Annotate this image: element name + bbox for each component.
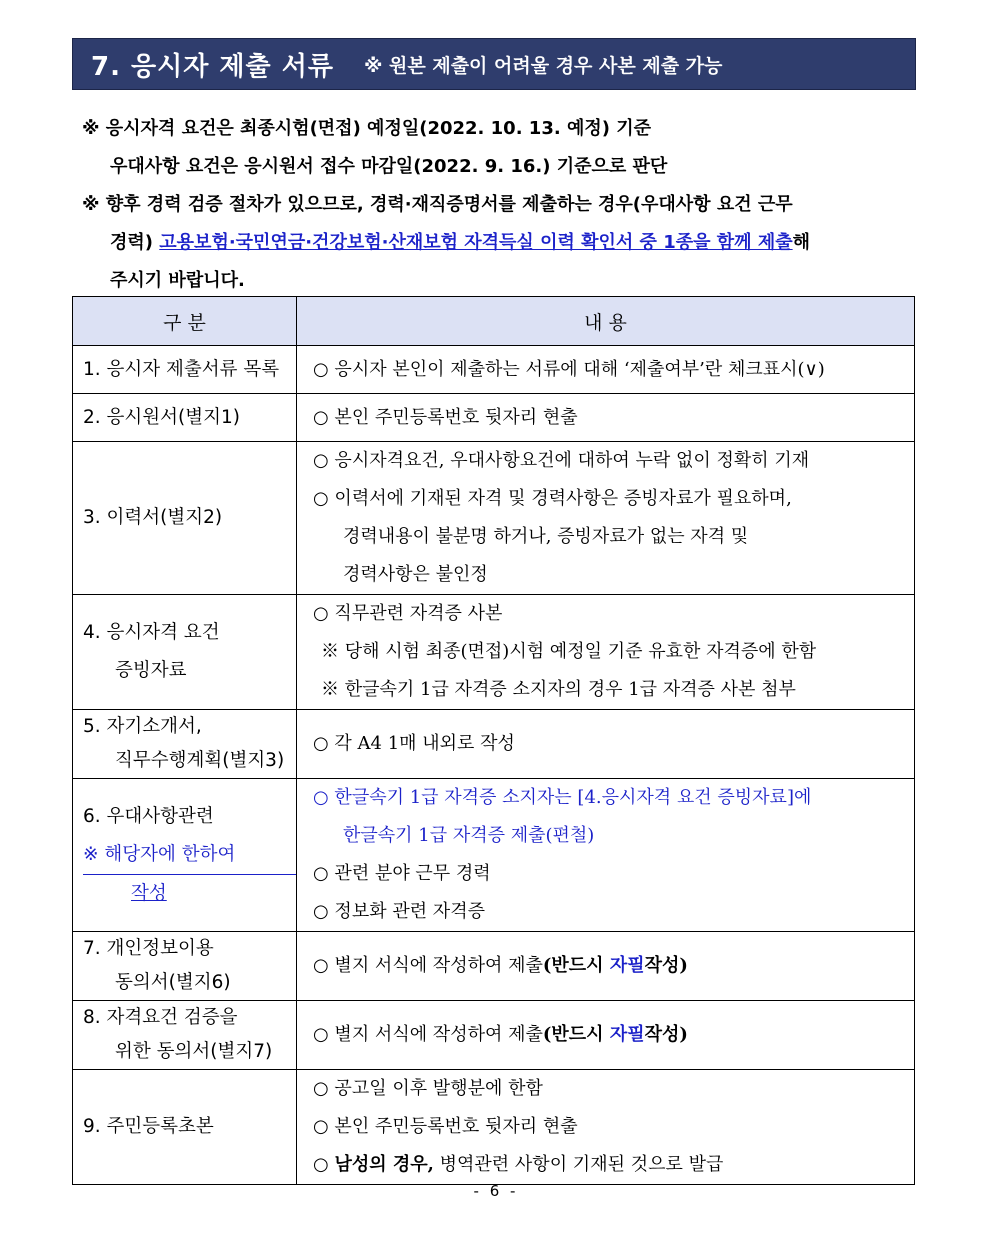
content-line: ○ 정보화 관련 자격증 — [313, 901, 485, 922]
table-row — [73, 346, 915, 394]
content-line: ○ 남성의 경우, 병역관련 사항이 기재된 것으로 발급 — [313, 1154, 724, 1175]
table-row — [73, 779, 915, 932]
row-content — [297, 595, 915, 710]
notice-line: ※ 응시자격 요건은 최종시험(면접) 예정일(2022. 10. 13. 예정) 기준 — [82, 118, 652, 139]
handwritten-emphasis: 자필 — [609, 1024, 645, 1045]
content-line: ○ 응시자 본인이 제출하는 서류에 대해 ‘제출여부’란 체크표시(∨) — [313, 358, 825, 380]
content-text: 작성) — [644, 955, 688, 976]
table-row — [73, 710, 915, 779]
notice-text: 해 — [792, 232, 810, 253]
handwritten-emphasis: 자필 — [609, 955, 645, 976]
notice-line: ※ 향후 경력 검증 절차가 있으므로, 경력·재직증명서를 제출하는 경우(우대사항 요건 근무 — [82, 194, 793, 215]
content-line: 한글속기 1급 자격증 제출(편철) — [343, 825, 595, 846]
label-line: 작성 — [131, 882, 167, 904]
content-text: (반드시 — [542, 955, 610, 976]
content-text: 남성의 경우, — [334, 1154, 434, 1175]
row-label: 9. 주민등록초본 — [73, 1070, 297, 1185]
content-line: ※ 한글속기 1급 자격증 소지자의 경우 1급 자격증 사본 첨부 — [321, 679, 796, 700]
row-label — [73, 932, 297, 1001]
row-content — [297, 442, 915, 595]
content-text: (반드시 — [542, 1024, 610, 1045]
content-text: 작성) — [644, 1024, 688, 1045]
row-label — [73, 710, 297, 779]
notice-line: 우대사항 요건은 응시원서 접수 마감일(2022. 9. 16.) 기준으로 판단 — [110, 156, 668, 177]
table-row — [73, 442, 915, 595]
section-header — [72, 38, 916, 90]
content-line: ○ 응시자격요건, 우대사항요건에 대하여 누락 없이 정확히 기재 — [313, 450, 810, 471]
row-label: 2. 응시원서(별지1) — [73, 394, 297, 442]
label-line: 4. 응시자격 요건 — [83, 622, 220, 643]
row-content — [297, 346, 915, 394]
table-row — [73, 595, 915, 710]
content-line — [313, 1016, 914, 1054]
content-line: ○ 관련 분야 근무 경력 — [313, 863, 491, 884]
table-row — [73, 394, 915, 442]
row-content — [297, 932, 915, 1001]
content-line: ○ 이력서에 기재된 자격 및 경력사항은 증빙자료가 필요하며, — [313, 488, 792, 509]
table-header-row — [73, 297, 915, 346]
row-label: 3. 이력서(별지2) — [73, 442, 297, 595]
content-line: ○ 공고일 이후 발행분에 한함 — [313, 1078, 543, 1099]
table-row — [73, 1070, 915, 1185]
notice-line — [82, 224, 924, 262]
content-line: ○ 각 A4 1매 내외로 작성 — [313, 733, 515, 754]
preferred-only-note: ※ 해당자에 한하여 — [83, 836, 296, 875]
label-line: 직무수행계획(별지3) — [115, 750, 285, 771]
content-line: ○ 본인 주민등록번호 뒷자리 현출 — [313, 406, 578, 428]
section-note: ※ 원본 제출이 어려울 경우 사본 제출 가능 — [363, 54, 723, 77]
label-line: 동의서(별지6) — [115, 972, 231, 993]
content-line: ○ 본인 주민등록번호 뒷자리 현출 — [313, 1116, 578, 1137]
label-line: 6. 우대사항관련 — [83, 805, 214, 827]
content-text: ○ 별지 서식에 작성하여 제출 — [313, 1024, 543, 1045]
row-label — [73, 1001, 297, 1070]
content-line: 경력내용이 불분명 하거나, 증빙자료가 없는 자격 및 — [343, 526, 749, 547]
label-line: 8. 자격요건 검증을 — [83, 1007, 238, 1028]
row-content — [297, 1070, 915, 1185]
table-row — [73, 932, 915, 1001]
label-line: 7. 개인정보이용 — [83, 938, 214, 959]
table-row — [73, 1001, 915, 1070]
label-line: 증빙자료 — [115, 660, 187, 681]
row-content — [297, 394, 915, 442]
content-line: ○ 한글속기 1급 자격증 소지자는 [4.응시자격 요건 증빙자료]에 — [313, 787, 812, 808]
content-line — [313, 947, 914, 985]
content-text: ○ 별지 서식에 작성하여 제출 — [313, 955, 543, 976]
content-line: 경력사항은 불인정 — [343, 564, 488, 585]
documents-table — [72, 296, 915, 1185]
section-title: 7. 응시자 제출 서류 — [91, 51, 334, 82]
insurance-certificate-note: 고용보험·국민연금·건강보험·산재보험 자격득실 이력 확인서 중 1종을 함께 제출 — [159, 232, 793, 253]
content-text: 병역관련 사항이 기재된 것으로 발급 — [433, 1154, 724, 1175]
row-label: 1. 응시자 제출서류 목록 — [73, 346, 297, 394]
row-label — [73, 595, 297, 710]
notice-block — [82, 110, 924, 300]
header-content: 내 용 — [297, 297, 915, 346]
row-content — [297, 710, 915, 779]
header-category: 구 분 — [73, 297, 297, 346]
label-line: 위한 동의서(별지7) — [115, 1041, 273, 1062]
row-content — [297, 779, 915, 932]
notice-line: 주시기 바랍니다. — [110, 270, 245, 291]
label-line: 5. 자기소개서, — [83, 716, 202, 737]
notice-text: 경력) — [110, 232, 160, 253]
row-content — [297, 1001, 915, 1070]
content-line: ○ 직무관련 자격증 사본 — [313, 603, 503, 624]
row-label — [73, 779, 297, 932]
page-number: - 6 - — [473, 1182, 519, 1200]
content-line: ※ 당해 시험 최종(면접)시험 예정일 기준 유효한 자격증에 한함 — [321, 641, 817, 662]
